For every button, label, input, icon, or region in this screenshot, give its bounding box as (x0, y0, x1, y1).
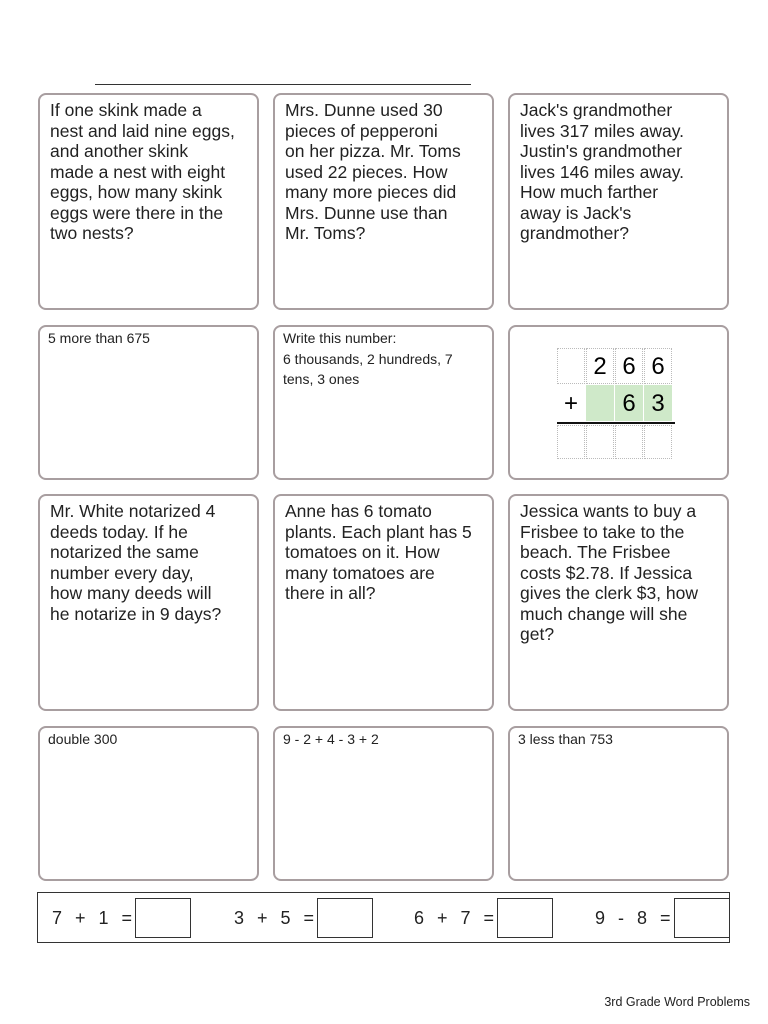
problem-text: Jessica wants to buy a Frisbee to take to the beach. The Frisbee costs $2.78. If Jessica gives the clerk $3, how much change will she get? (520, 501, 699, 644)
math-fact (234, 897, 373, 939)
answer-cell[interactable] (557, 425, 585, 459)
problem-text: Mrs. Dunne used 30 pieces of pepperoni on her pizza. Mr. Toms used 22 pieces. How many more pieces did Mrs. Dunne use than Mr. Toms? (285, 100, 461, 243)
answer-cell[interactable] (586, 425, 614, 459)
problem-less-than (508, 726, 729, 881)
digit-cell (557, 348, 585, 384)
fact-expression: 9 - 8 = (595, 907, 672, 928)
math-fact (52, 897, 191, 939)
problem-double (38, 726, 259, 881)
problem-text: double 300 (48, 731, 118, 747)
problem-expression (273, 726, 494, 881)
fact-expression: 7 + 1 = (52, 907, 134, 928)
digit-cell: 2 (586, 348, 614, 384)
word-problem-skink (38, 93, 259, 310)
footer-title: 3rd Grade Word Problems (604, 995, 750, 1009)
problem-text: 9 - 2 + 4 - 3 + 2 (283, 731, 379, 747)
problem-text: 5 more than 675 (48, 330, 150, 346)
word-problem-notary (38, 494, 259, 711)
word-problem-pepperoni (273, 93, 494, 310)
problem-text: Jack's grandmother lives 317 miles away. Justin's grandmother lives 146 miles away. How much farther away is Jack's grandmother? (520, 100, 685, 243)
problem-text: If one skink made a nest and laid nine eggs, and another skink made a nest with eight eggs, how many skink eggs were there in the two nests? (50, 100, 235, 243)
answer-cell[interactable] (644, 425, 672, 459)
answer-box[interactable] (135, 898, 191, 938)
problem-text: Anne has 6 tomato plants. Each plant has 5 tomatoes on it. How many tomatoes are there in all? (285, 501, 472, 603)
word-problem-frisbee (508, 494, 729, 711)
fact-expression: 3 + 5 = (234, 907, 316, 928)
math-fact (595, 897, 730, 939)
problem-text: 3 less than 753 (518, 731, 613, 747)
problem-text: Write this number: 6 thousands, 2 hundreds, 7 tens, 3 ones (283, 330, 453, 387)
digit-cell: 6 (615, 348, 643, 384)
sum-line (557, 422, 675, 424)
digit-cell: 3 (644, 385, 672, 421)
fact-expression: 6 + 7 = (414, 907, 496, 928)
name-line[interactable] (95, 84, 471, 85)
word-problem-tomatoes (273, 494, 494, 711)
problem-more-than (38, 325, 259, 480)
digit-cell (586, 385, 614, 421)
word-problem-grandmother (508, 93, 729, 310)
answer-cell[interactable] (615, 425, 643, 459)
plus-sign: + (563, 390, 578, 417)
answer-box[interactable] (674, 898, 730, 938)
answer-box[interactable] (317, 898, 373, 938)
problem-write-number (273, 325, 494, 480)
math-facts-strip (37, 892, 730, 943)
problem-text: Mr. White notarized 4 deeds today. If he notarized the same number every day, how many deeds will he notarize in 9 days? (50, 501, 222, 624)
digit-cell: 6 (615, 385, 643, 421)
answer-box[interactable] (497, 898, 553, 938)
math-fact (414, 897, 553, 939)
digit-cell: 6 (644, 348, 672, 384)
